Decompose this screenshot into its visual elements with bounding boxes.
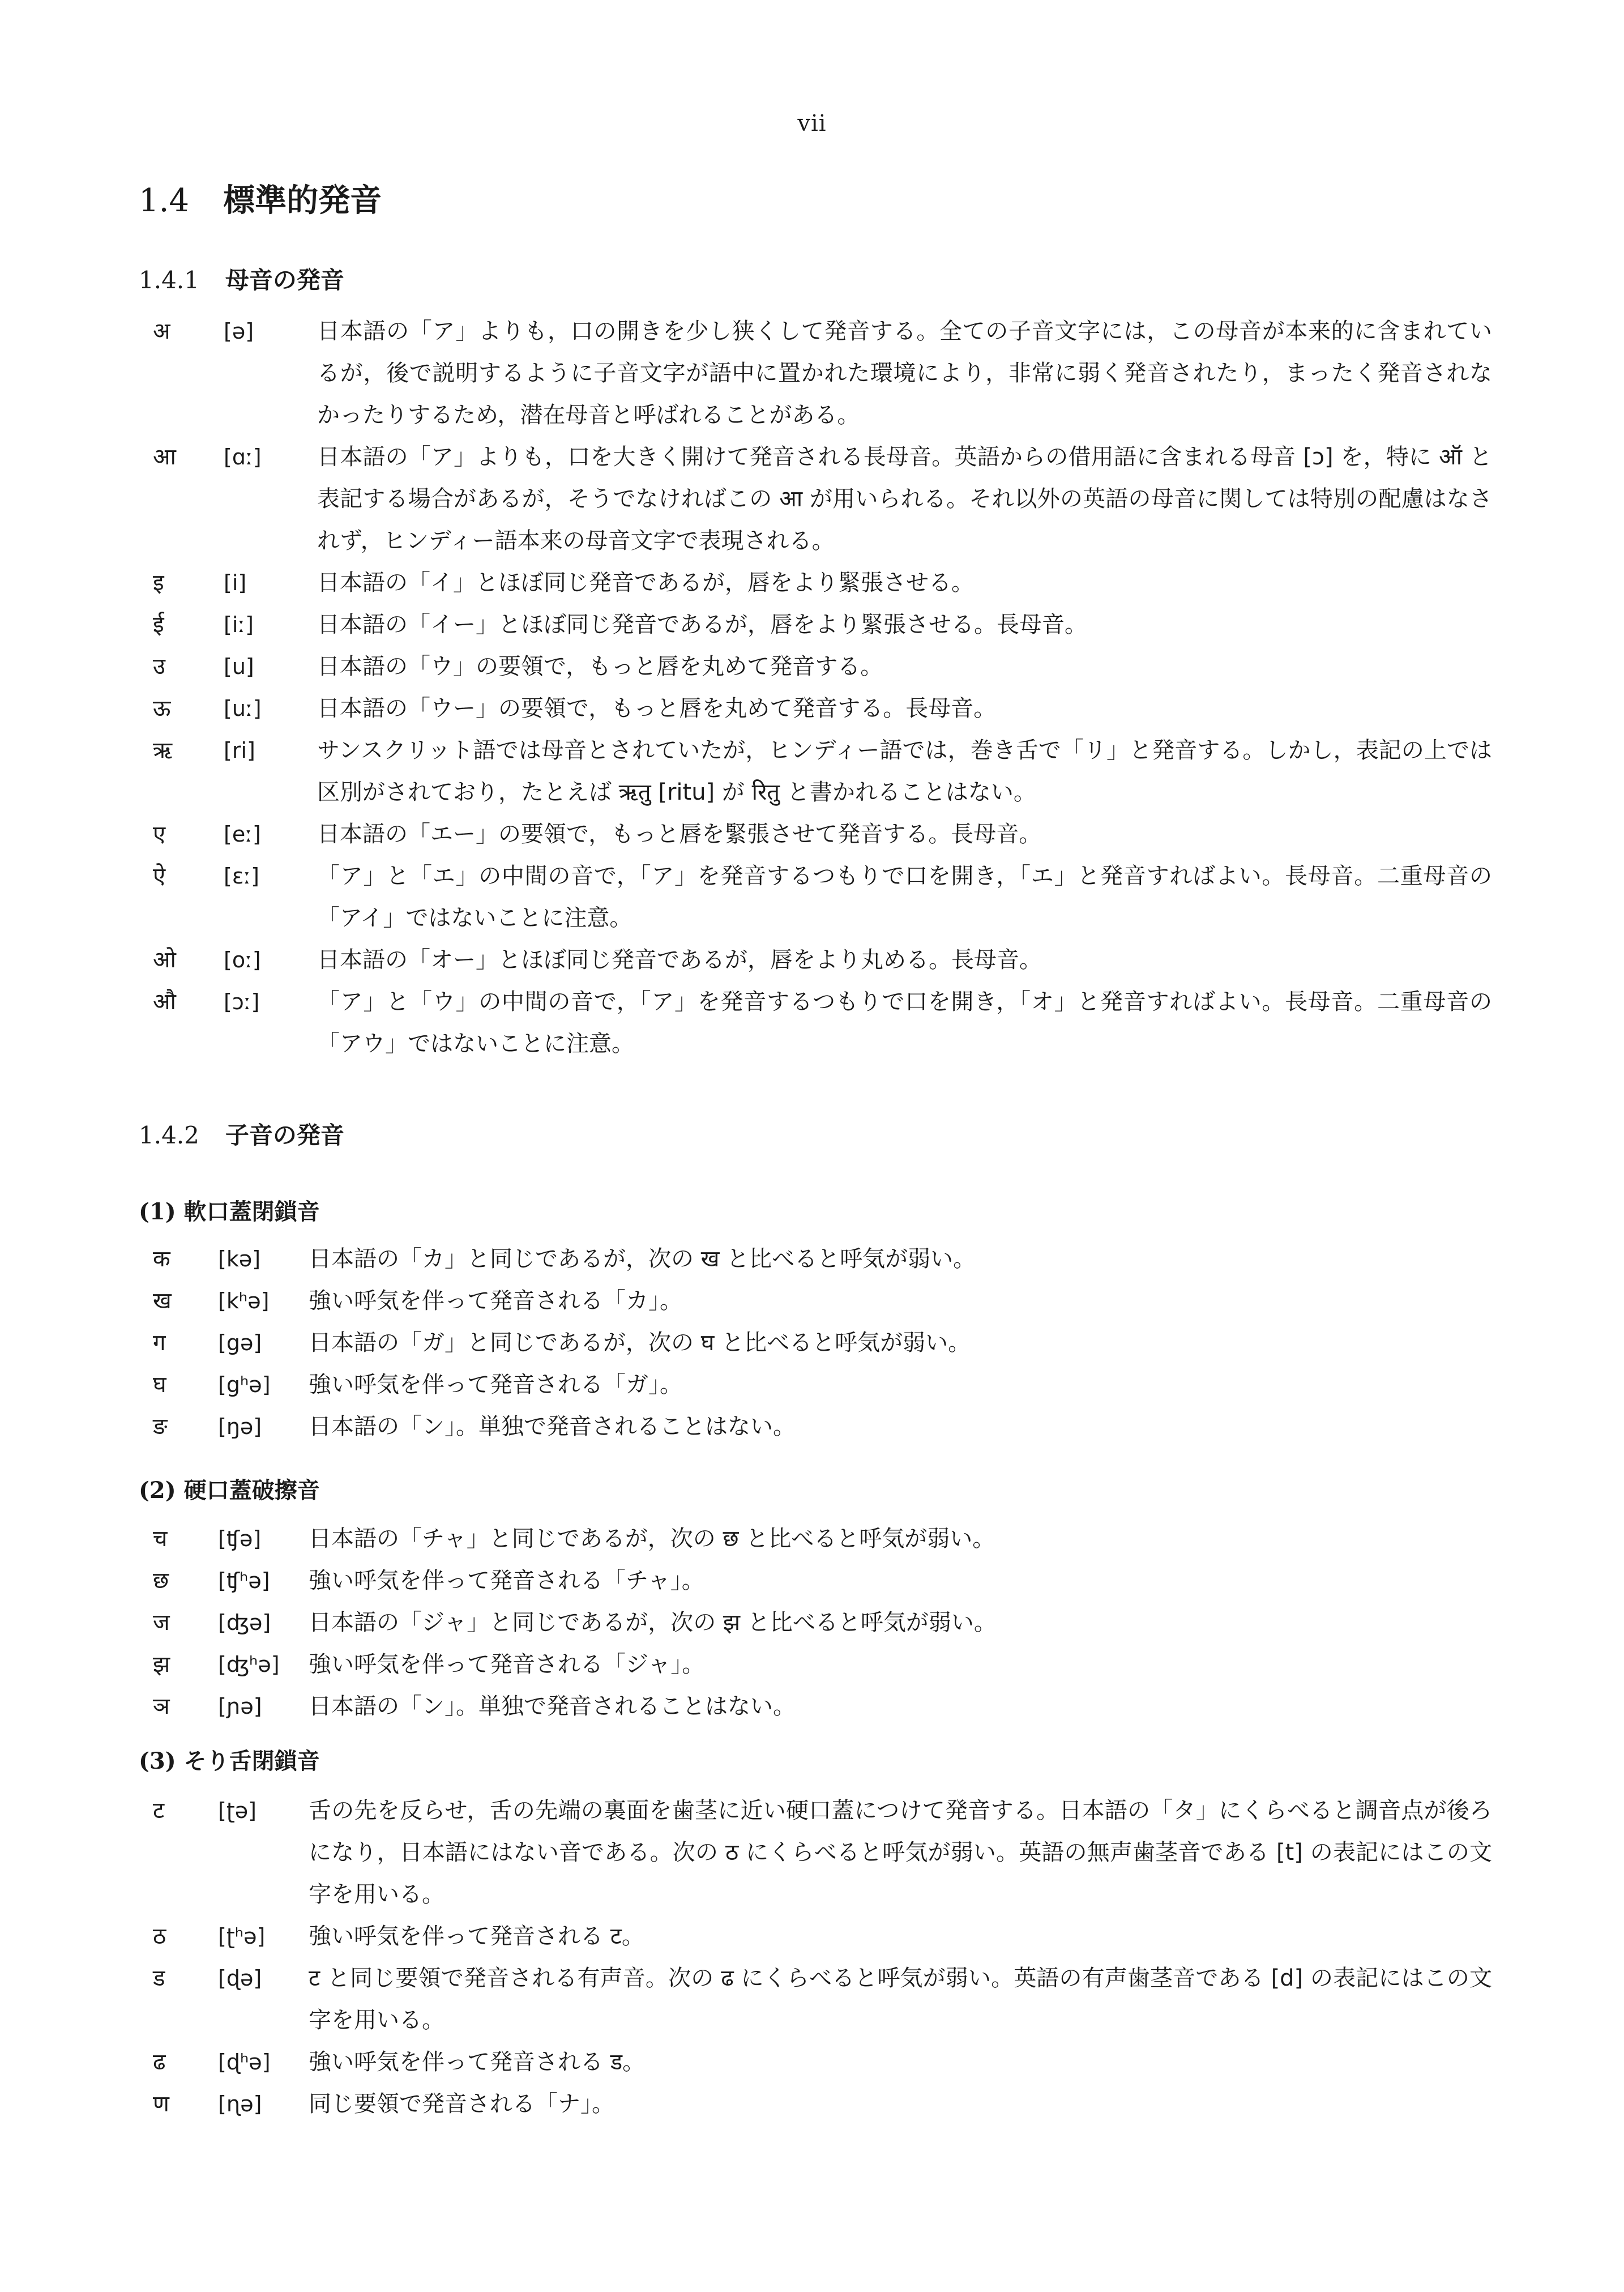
consonant-desc: 日本語の「ガ」と同じであるが，次の घ と比べると呼気が弱い。 [309,1330,971,1356]
vowel-desc: 日本語の「ウー」の要領で，もっと唇を丸めて発音する。長母音。 [317,695,997,722]
consonant-ipa: [ʧə] [218,1526,262,1551]
vowel-ipa: [ri] [224,738,255,763]
vowel-ipa: [ɑː] [224,445,262,470]
vowel-ipa: [ɛː] [224,864,259,889]
vowel-char: उ [153,654,165,680]
vowel-char: ऊ [153,695,171,722]
consonant-desc: 強い呼気を伴って発音される「カ」。 [309,1288,682,1314]
consonant-desc: 同じ要領で発音される「ナ」。 [309,2091,614,2117]
consonant-entry [139,1602,1492,1644]
consonant-entry [139,1280,1492,1322]
consonant-entry [139,1364,1492,1406]
consonant-ipa: [gə] [218,1330,262,1355]
consonant-ipa: [ɲə] [218,1694,262,1719]
vowel-entry [139,939,1492,981]
section-title-text: 標準的発音 [223,182,382,219]
vowel-char: औ [153,989,176,1015]
consonant-group-title: (3) そり舌閉鎖音 [139,1748,320,1774]
vowel-ipa: [ə] [224,319,254,344]
consonant-entry [139,1957,1492,2041]
consonants-subsection-title [139,1117,344,1151]
consonant-char: ख [153,1288,172,1314]
consonant-desc: 日本語の「ジャ」と同じであるが，次の झ と比べると呼気が弱い。 [309,1610,997,1636]
consonant-char: ट [153,1798,165,1824]
consonant-ipa: [ɖʰə] [218,2050,271,2075]
vowel-desc: 日本語の「ア」よりも，口を大きく開けて発音される長母音。英語からの借用語に含まれる母音 [ɔ] を，特に ऑ と表記する場合があるが，そうでなければこの आ が用いられる。それ以外の英語の母音に関しては特別の配慮はなされず，ヒンディー語本来の母音文字で表現される。 [317,444,1492,554]
vowel-char: ऋ [153,737,173,763]
consonant-ipa: [ʈʰə] [218,1924,266,1949]
vowel-desc: サンスクリット語では母音とされていたが，ヒンディー語では，巻き舌で「リ」と発音する。しかし，表記の上では区別がされており，たとえば ऋतु [ritu] が रितु と書かれることはない。 [317,737,1492,805]
vowel-char: ओ [153,947,176,973]
consonant-group-entries [139,1790,1492,2125]
vowel-char: आ [153,444,176,470]
vowel-entry [139,813,1492,855]
consonant-desc: ट と同じ要領で発音される有声音。次の ढ にくらべると呼気が弱い。英語の有声歯茎音である [d] の表記にはこの文字を用いる。 [309,1965,1492,2033]
consonant-entry [139,2041,1492,2083]
vowel-desc: 日本語の「エー」の要領で，もっと唇を緊張させて発音する。長母音。 [317,821,1042,847]
section-number: 1.4 [139,182,190,219]
consonant-ipa: [kʰə] [218,1288,270,1313]
consonant-char: घ [153,1372,166,1398]
vowel-entry [139,646,1492,688]
vowel-char: ऐ [153,863,166,889]
consonant-ipa: [ʧʰə] [218,1568,270,1593]
vowel-desc: 日本語の「ア」よりも，口の開きを少し狭くして発音する。全ての子音文字には，この母音が本来的に含まれているが，後で説明するように子音文字が語中に置かれた環境により，非常に弱く発音されたり，まったく発音されなかったりするため，潜在母音と呼ばれることがある。 [317,318,1492,428]
vowel-entry [139,981,1492,1065]
vowel-char: अ [153,318,170,344]
vowel-entry [139,604,1492,646]
consonant-ipa: [ɳə] [218,2092,262,2116]
consonant-entry [139,1915,1492,1957]
consonant-desc: 強い呼気を伴って発音される「ジャ」。 [309,1651,705,1678]
consonant-ipa: [kə] [218,1247,261,1271]
vowel-char: इ [153,570,164,596]
consonant-char: ग [153,1330,166,1356]
consonant-entry [139,2083,1492,2125]
vowels-subsection-title [139,262,344,296]
vowel-ipa: [i] [224,570,247,595]
vowel-desc: 日本語の「イー」とほぼ同じ発音であるが，唇をより緊張させる。長母音。 [317,612,1087,638]
consonant-desc: 日本語の「ン」。単独で発音されることはない。 [309,1414,796,1440]
consonant-entry [139,1644,1492,1685]
consonant-char: ज [153,1610,170,1636]
vowel-desc: 日本語の「イ」とほぼ同じ発音であるが，唇をより緊張させる。 [317,570,974,596]
vowel-ipa: [u] [224,654,254,679]
consonant-entry [139,1685,1492,1727]
consonants-subsection-number: 1.4.2 [139,1121,199,1149]
vowel-ipa: [iː] [224,612,254,637]
vowel-char: ई [153,612,164,638]
vowel-ipa: [eː] [224,822,261,847]
consonant-entry [139,1790,1492,1915]
vowel-entry [139,688,1492,729]
vowel-desc: 「ア」と「ウ」の中間の音で，「ア」を発音するつもりで口を開き，「オ」と発音すればよい。長母音。二重母音の「アウ」ではないことに注意。 [317,989,1492,1057]
vowel-entries [139,310,1492,1065]
consonant-entry [139,1238,1492,1280]
consonant-desc: 日本語の「ン」。単独で発音されることはない。 [309,1693,796,1719]
consonant-char: ड [153,1965,165,1991]
consonant-entry [139,1560,1492,1602]
consonant-group-title: (2) 硬口蓋破擦音 [139,1477,320,1504]
vowels-subsection-title-text: 母音の発音 [225,266,344,294]
consonant-desc: 強い呼気を伴って発音される ड。 [309,2049,646,2075]
consonant-group-title: (1) 軟口蓋閉鎖音 [139,1198,320,1225]
consonant-desc: 強い呼気を伴って発音される「ガ」。 [309,1372,682,1398]
consonant-char: ञ [153,1693,170,1719]
consonant-group-entries [139,1238,1492,1448]
vowel-ipa: [uː] [224,696,262,721]
consonant-group-entries [139,1518,1492,1727]
consonant-desc: 日本語の「カ」と同じであるが，次の ख と比べると呼気が弱い。 [309,1246,976,1272]
vowel-char: ए [153,821,166,847]
consonant-ipa: [ʈə] [218,1798,257,1823]
vowel-ipa: [ɔː] [224,989,260,1014]
consonant-desc: 舌の先を反らせ，舌の先端の裏面を歯茎に近い硬口蓋につけて発音する。日本語の「タ」にくらべると調音点が後ろになり，日本語にはない音である。次の ठ にくらべると呼気が弱い。英語の無声歯茎音である [t] の表記にはこの文字を用いる。 [309,1798,1492,1907]
vowel-entry [139,310,1492,436]
consonant-char: ठ [153,1923,166,1949]
vowel-ipa: [oː] [224,947,261,972]
consonant-ipa: [ʤə] [218,1610,271,1635]
vowel-desc: 「ア」と「エ」の中間の音で，「ア」を発音するつもりで口を開き，「エ」と発音すればよい。長母音。二重母音の「アイ」ではないことに注意。 [317,863,1492,931]
page-number: vii [797,110,827,136]
consonant-char: झ [153,1651,170,1678]
consonant-desc: 日本語の「チャ」と同じであるが，次の छ と比べると呼気が弱い。 [309,1526,995,1552]
consonant-char: ण [153,2091,169,2117]
consonant-desc: 強い呼気を伴って発音される ट。 [309,1923,644,1949]
consonant-ipa: [ɖə] [218,1966,262,1991]
consonant-ipa: [ŋə] [218,1414,262,1439]
vowel-desc: 日本語の「ウ」の要領で，もっと唇を丸めて発音する。 [317,654,883,680]
consonant-desc: 強い呼気を伴って発音される「チャ」。 [309,1568,704,1594]
consonant-char: छ [153,1568,169,1594]
consonant-ipa: [gʰə] [218,1372,271,1397]
consonant-entry [139,1518,1492,1560]
section-title [139,176,382,221]
consonant-entry [139,1406,1492,1448]
consonant-char: च [153,1526,168,1552]
consonant-ipa: [ʤʰə] [218,1652,280,1677]
vowel-desc: 日本語の「オー」とほぼ同じ発音であるが，唇をより丸める。長母音。 [317,947,1042,973]
vowels-subsection-number: 1.4.1 [139,266,199,294]
vowel-entry [139,855,1492,939]
consonant-char: क [153,1246,170,1272]
vowel-entry [139,562,1492,604]
consonant-char: ढ [153,2049,166,2075]
consonant-char: ङ [153,1414,168,1440]
consonants-subsection-title-text: 子音の発音 [225,1121,344,1149]
vowel-entry [139,729,1492,813]
consonant-entry [139,1322,1492,1364]
vowel-entry [139,436,1492,562]
